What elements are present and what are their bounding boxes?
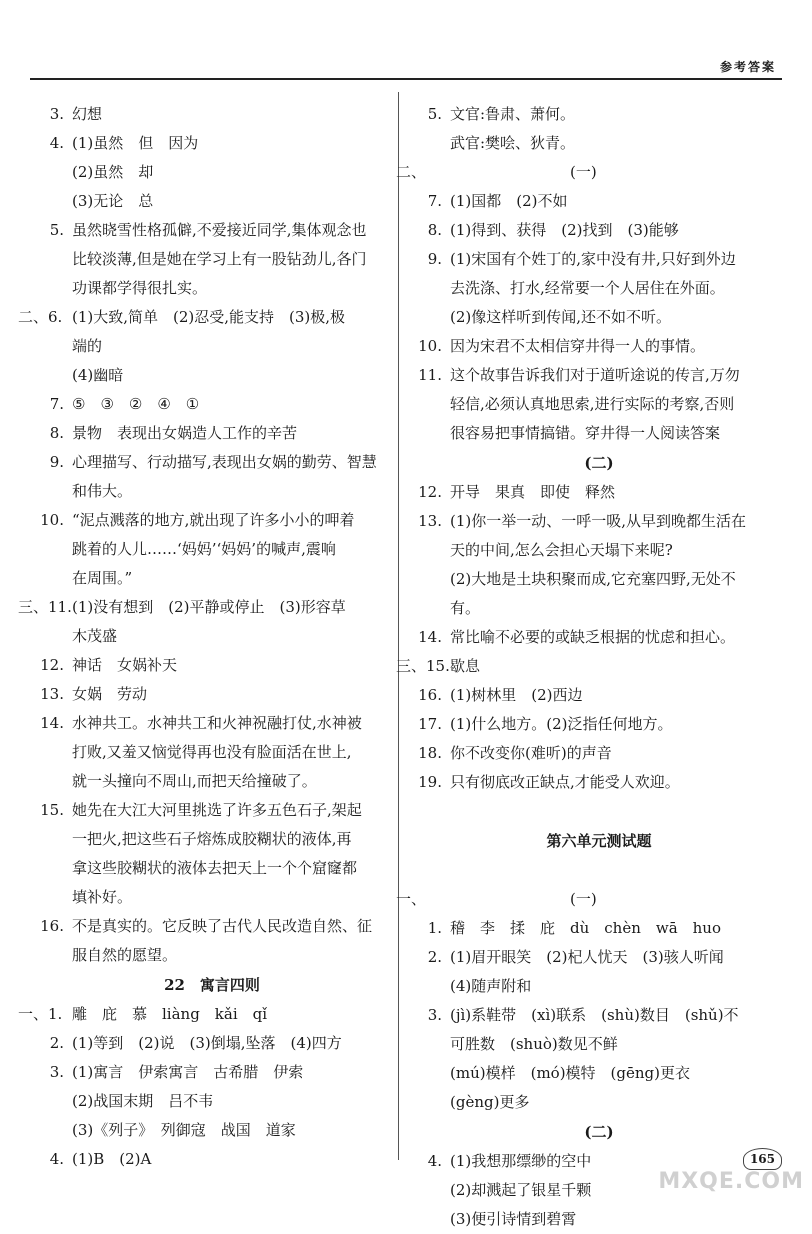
answer-text: 文官:鲁肃、萧何。 [450, 105, 576, 123]
answer-line [396, 885, 786, 914]
answer-text: (1)得到、获得 (2)找到 (3)能够 [450, 221, 679, 239]
answer-line [412, 100, 786, 129]
answer-text: (1)虽然 但 因为 [72, 134, 199, 152]
answer-line [412, 972, 786, 1001]
answer-text: 幻想 [72, 105, 103, 123]
answer-line [34, 622, 390, 651]
answer-text: (1)B (2)A [72, 1150, 152, 1168]
answer-text: (1)什么地方。(2)泛指任何地方。 [450, 715, 673, 733]
answer-text: (2)大地是土块积聚而成,它充塞四野,无处不 [450, 570, 736, 588]
answer-line [412, 303, 786, 332]
answer-text: 因为宋君不太相信穿井得一人的事情。 [450, 337, 706, 355]
answer-text: 开导 果真 即使 释然 [450, 483, 616, 501]
answer-text: 虽然晓雪性格孤僻,不爱接近同学,集体观念也 [72, 221, 367, 239]
answer-line [412, 478, 786, 507]
answer-line [34, 419, 390, 448]
answer-text: (gèng)更多 [450, 1093, 530, 1111]
answer-line [34, 941, 390, 970]
item-number: 8. [49, 424, 64, 442]
item-number: 5. [49, 221, 64, 239]
item-number: 2. [49, 1034, 64, 1052]
answer-text: 歇息 [450, 657, 481, 675]
watermark: MXQE.COM [658, 1169, 804, 1194]
answer-text: 和伟大。 [72, 482, 133, 500]
item-number: 7. [49, 395, 64, 413]
answer-line [412, 1059, 786, 1088]
section-heading: 第六单元测试题 [546, 832, 652, 850]
item-number: 8. [427, 221, 442, 239]
answer-text: (mú)模样 (mó)模特 (gēng)更衣 [450, 1064, 690, 1082]
answer-line [34, 680, 390, 709]
answer-text: 在周围。” [72, 569, 133, 587]
answer-line [396, 652, 786, 681]
column-divider [398, 92, 399, 1160]
item-number: 13. [40, 685, 64, 703]
answer-text: 景物 表现出女娲造人工作的辛苦 [72, 424, 298, 442]
answer-line [34, 854, 390, 883]
answer-line [34, 216, 390, 245]
item-number: 10. [418, 337, 442, 355]
answer-text: 只有彻底改正缺点,才能受人欢迎。 [450, 773, 680, 791]
answer-line [34, 1145, 390, 1174]
item-number: 13. [418, 512, 442, 530]
answer-text: (4)幽暗 [72, 366, 124, 384]
answer-line [34, 535, 390, 564]
answer-text: (一) [450, 890, 597, 908]
answer-text: 打败,又羞又恼觉得再也没有脸面活在世上, [72, 743, 352, 761]
answer-line [412, 739, 786, 768]
answer-line [34, 767, 390, 796]
answer-line [412, 187, 786, 216]
answer-text: 很容易把事情搞错。穿井得一人阅读答案 [450, 424, 721, 442]
answer-line [18, 593, 390, 622]
answer-text: (2)战国末期 吕不韦 [72, 1092, 214, 1110]
answer-text: 女娲 劳动 [72, 685, 148, 703]
answer-text: 木茂盛 [72, 627, 118, 645]
answer-text: (1)寓言 伊索寓言 古希腊 伊索 [72, 1063, 304, 1081]
answer-line [34, 1058, 390, 1087]
item-number: 17. [418, 715, 442, 733]
answer-line [34, 796, 390, 825]
header-label: 参考答案 [719, 60, 776, 74]
answer-text: (1)等到 (2)说 (3)倒塌,坠落 (4)四方 [72, 1034, 342, 1052]
answer-text: (2)像这样听到传闻,还不如不听。 [450, 308, 672, 326]
item-number: 二、 [396, 163, 427, 181]
answer-line [412, 914, 786, 943]
answer-line [34, 448, 390, 477]
answer-line [34, 332, 390, 361]
answer-text: 比较淡薄,但是她在学习上有一股钻劲儿,各门 [72, 250, 367, 268]
answer-text: (2)却溅起了银星千颗 [450, 1181, 592, 1199]
item-number: 18. [418, 744, 442, 762]
answer-line [34, 390, 390, 419]
answer-text: (1)我想那缥缈的空中 [450, 1152, 592, 1170]
item-number: 1. [427, 919, 442, 937]
item-number: 5. [427, 105, 442, 123]
answer-text: (1)没有想到 (2)平静或停止 (3)形容草 [72, 598, 346, 616]
left-column [18, 100, 390, 1174]
spacer [412, 797, 786, 826]
answer-text: 就一头撞向不周山,而把天给撞破了。 [72, 772, 317, 790]
item-number: 16. [40, 917, 64, 935]
answer-text: 雕 庇 慕 liàng kǎi qǐ [72, 1005, 268, 1023]
answer-text: 水神共工。水神共工和火神祝融打仗,水神被 [72, 714, 362, 732]
spacer [412, 856, 786, 885]
item-number: 10. [40, 511, 64, 529]
item-number: 16. [418, 686, 442, 704]
answer-text: 服自然的愿望。 [72, 946, 178, 964]
item-number: 11. [418, 366, 442, 384]
answer-text: (1)大致,简单 (2)忍受,能支持 (3)极,极 [72, 308, 346, 326]
answer-line [18, 303, 390, 332]
item-number: 2. [427, 948, 442, 966]
item-number: 一、1. [18, 1005, 63, 1023]
item-number: 4. [49, 134, 64, 152]
answer-line [412, 245, 786, 274]
answer-text: (1)国都 (2)不如 [450, 192, 568, 210]
answer-line [34, 1116, 390, 1145]
answer-line [34, 825, 390, 854]
item-number: 三、11. [18, 598, 72, 616]
answer-text: (1)你一举一动、一呼一吸,从早到晚都生活在 [450, 512, 747, 530]
answer-line [34, 187, 390, 216]
item-number: 三、15. [396, 657, 450, 675]
answer-text: (一) [450, 163, 597, 181]
answer-line [412, 216, 786, 245]
answer-text: (1)树林里 (2)西边 [450, 686, 583, 704]
answer-line [412, 681, 786, 710]
answer-text: 端的 [72, 337, 103, 355]
item-number: 12. [418, 483, 442, 501]
answer-text: 去洗涤、打水,经常要一个人居住在外面。 [450, 279, 725, 297]
answer-text: 常比喻不必要的或缺乏根据的忧虑和担心。 [450, 628, 736, 646]
answer-text: 你不改变你(难听)的声音 [450, 744, 612, 762]
answer-line [412, 623, 786, 652]
answer-line [34, 709, 390, 738]
item-number: 二、6. [18, 308, 63, 326]
answer-line [34, 129, 390, 158]
answer-line [34, 477, 390, 506]
answer-line [34, 651, 390, 680]
answer-line [34, 361, 390, 390]
item-number: 7. [427, 192, 442, 210]
item-number: 3. [427, 1006, 442, 1024]
answer-line [34, 912, 390, 941]
item-number: 4. [49, 1150, 64, 1168]
answer-text: 可胜数 (shuò)数见不鲜 [450, 1035, 618, 1053]
answer-text: (1)眉开眼笑 (2)杞人忧天 (3)骇人听闻 [450, 948, 724, 966]
answer-text: (3)《列子》 列御寇 战国 道家 [72, 1121, 296, 1139]
answer-line [412, 565, 786, 594]
answer-text: 跳着的人儿……‘妈妈’‘妈妈’的喊声,震响 [72, 540, 336, 558]
answer-line [34, 564, 390, 593]
answer-line [412, 332, 786, 361]
answer-line [34, 245, 390, 274]
item-number: 4. [427, 1152, 442, 1170]
answer-text: 这个故事告诉我们对于道听途说的传言,万勿 [450, 366, 740, 384]
answer-text: 有。 [450, 599, 481, 617]
answer-line [412, 129, 786, 158]
answer-text: 不是真实的。它反映了古代人民改造自然、征 [72, 917, 373, 935]
answer-line [412, 274, 786, 303]
answer-line [34, 738, 390, 767]
answer-text: (3)无论 总 [72, 192, 154, 210]
answer-text: (4)随声附和 [450, 977, 532, 995]
answer-line [412, 361, 786, 390]
answer-line [412, 1088, 786, 1117]
answer-line [34, 100, 390, 129]
item-number: 3. [49, 105, 64, 123]
answer-text: (2)虽然 却 [72, 163, 154, 181]
item-number: 14. [40, 714, 64, 732]
answer-text: 拿这些胶糊状的液体去把天上一个个窟窿都 [72, 859, 358, 877]
answer-text: “泥点溅落的地方,就出现了许多小小的呷着 [72, 511, 355, 529]
section-heading: (二) [584, 1123, 614, 1141]
answer-line [412, 1030, 786, 1059]
answer-line [396, 158, 786, 187]
answer-text: (jì)系鞋带 (xì)联系 (shù)数目 (shǔ)不 [450, 1006, 739, 1024]
answer-text: 一把火,把这些石子熔炼成胶糊状的液体,再 [72, 830, 352, 848]
answer-line [412, 536, 786, 565]
answer-text: 稽 李 揉 庇 dù chèn wā huo [450, 919, 721, 937]
answer-text: (3)便引诗情到碧霄 [450, 1210, 577, 1228]
item-number: 12. [40, 656, 64, 674]
answer-text: 功课都学得很扎实。 [72, 279, 208, 297]
item-number: 3. [49, 1063, 64, 1081]
answer-line [412, 768, 786, 797]
answer-line [18, 1000, 390, 1029]
item-number: 一、 [396, 890, 427, 908]
answer-text: 填补好。 [72, 888, 133, 906]
section-heading: (二) [584, 454, 614, 472]
answer-text: 她先在大江大河里挑选了许多五色石子,架起 [72, 801, 362, 819]
item-number: 15. [40, 801, 64, 819]
answer-text: 天的中间,怎么会担心天塌下来呢? [450, 541, 673, 559]
answer-line [412, 1205, 786, 1234]
answer-line [412, 1001, 786, 1030]
answer-line [34, 883, 390, 912]
right-column [396, 100, 786, 1234]
answer-text: ⑤ ③ ② ④ ① [72, 395, 200, 413]
section-heading: 22 寓言四则 [164, 976, 260, 994]
answer-line [412, 507, 786, 536]
item-number: 9. [427, 250, 442, 268]
page-number: 165 [743, 1148, 782, 1170]
item-number: 9. [49, 453, 64, 471]
answer-line [34, 506, 390, 535]
answer-text: 神话 女娲补天 [72, 656, 178, 674]
answer-line [34, 274, 390, 303]
answer-text: 轻信,必须认真地思索,进行实际的考察,否则 [450, 395, 735, 413]
answer-text: (1)宋国有个姓丁的,家中没有井,只好到外边 [450, 250, 736, 268]
answer-line [412, 419, 786, 448]
item-number: 19. [418, 773, 442, 791]
answer-line [412, 390, 786, 419]
answer-text: 心理描写、行动描写,表现出女娲的勤劳、智慧 [72, 453, 377, 471]
item-number: 14. [418, 628, 442, 646]
answer-text: 武官:樊哙、狄青。 [450, 134, 576, 152]
answer-line [34, 1029, 390, 1058]
header-rule [30, 78, 782, 80]
answer-line [412, 594, 786, 623]
answer-line [34, 158, 390, 187]
answer-line [412, 710, 786, 739]
answer-line [412, 943, 786, 972]
answer-line [34, 1087, 390, 1116]
